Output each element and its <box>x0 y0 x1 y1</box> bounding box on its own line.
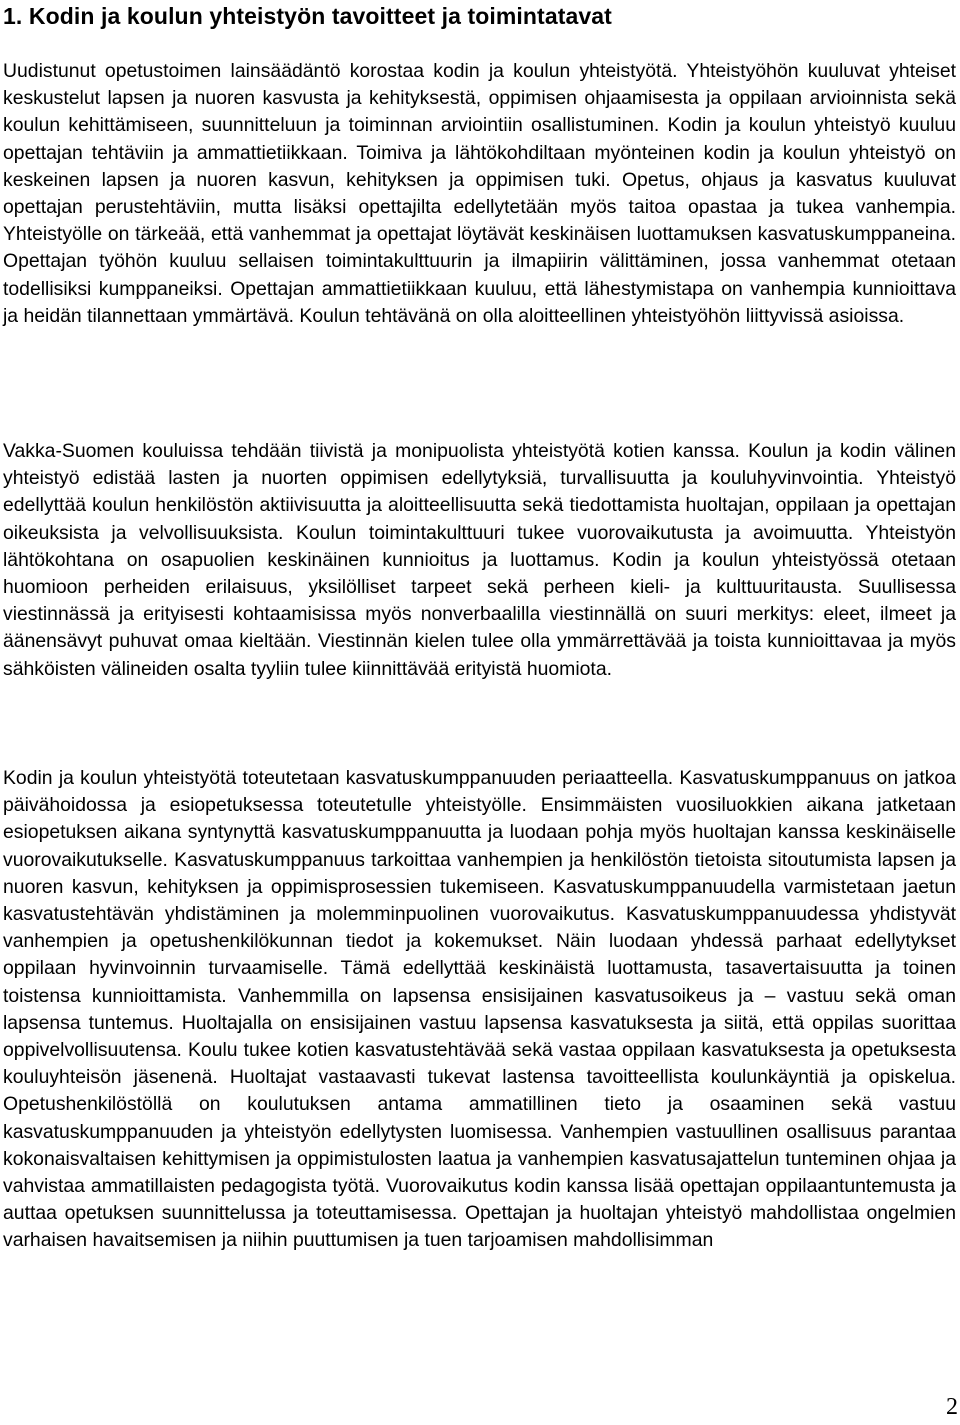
paragraph-2: Vakka-Suomen kouluissa tehdään tiivistä ja monipuolista yhteistyötä kotien kanssa. Koulun ja kodin välinen yhteistyö edistää lasten ja nuorten oppimisen edellytyksiä, turvallisuutta ja kouluhyvinvointia. Yhteistyö edellyttää koulun henkilöstön aktiivisuutta ja aloitteellisuutta sekä tiedottamista huoltajan, oppilaan ja opettajan oikeuksista ja velvollisuuksista. Koulun toimintakulttuuri tukee vuorovaikutusta ja avoimuutta. Yhteistyön lähtökohtana on osapuolien keskinäinen kunnioitus ja luottamus. Kodin ja koulun yhteistyössä otetaan huomioon perheiden erilaisuus, yksilölliset tarpeet sekä perheen kieli- ja kulttuuritausta. Suullisessa viestinnässä ja erityisesti kohtaamisissa myös nonverbaalilla viestinnällä on suuri merkitys: eleet, ilmeet ja äänensävyt puhuvat omaa kieltään. Viestinnän kielen tulee olla ymmärrettävää ja toista kunnioittavaa ja myös sähköisten välineiden osalta tyyliin tulee kiinnittävää erityistä huomiota. <box>3 440 956 680</box>
paragraph-3: Kodin ja koulun yhteistyötä toteutetaan kasvatuskumppanuuden periaatteella. Kasvatuskumppanuus on jatkoa päivähoidossa ja esiopetuksessa toteutetulle yhteistyölle. Ensimmäisten vuosiluokkien aikana jatketaan esiopetuksen aikana syntynyttä kasvatuskumppanuutta ja luodaan pohja myös huoltajan kanssa keskinäiselle vuorovaikutukselle. Kasvatuskumppanuus tarkoittaa vanhempien ja henkilöstön tietoista sitoutumista lapsen ja nuoren kasvun, kehityksen ja oppimisprosessien tukemiseen. Kasvatuskumppanuudella varmistetaan jaetun kasvatustehtävän yhdistäminen ja molemminpuolinen vuorovaikutus. Kasvatuskumppanuudessa yhdistyvät vanhempien ja opetushenkilökunnan tiedot ja kokemukset. Näin luodaan yhdessä parhaat edellytykset oppilaan hyvinvoinnin turvaamiselle. Tämä edellyttää keskinäistä luottamusta, tasavertaisuutta ja toinen toistensa kunnioittamista. Vanhemmilla on lapsensa ensisijainen kasvatusoikeus ja – vastuu sekä oman lapsensa tuntemus. Huoltajalla on ensisijainen vastuu lapsensa kasvatuksesta ja siitä, että oppilas suorittaa oppivelvollisuutensa. Koulu tukee kotien kasvatustehtävää sekä vastaa oppilaan kasvatuksesta ja opetuksesta kouluyhteisön jäsenenä. Huoltajat vastaavasti tukevat lastensa tavoitteellista koulunkäyntiä ja opiskelua. Opetushenkilöstöllä on koulutuksen antama ammatillinen tieto ja osaaminen sekä vastuu kasvatuskumppanuuden ja yhteistyön edellytysten luomisessa. Vanhempien vastuullinen osallisuus parantaa kokonaisvaltaisen kehittymisen ja oppimistulosten laatua ja vanhempien kasvatusajattelun tunteminen ohjaa ja vahvistaa ammatillaisten pedagogista työtä. Vuorovaikutus kodin kanssa lisää opettajan oppilaantuntemusta ja auttaa opetuksen suunnittelussa ja toteuttamisessa. Opettajan ja huoltajan yhteistyö mahdollistaa ongelmien varhaisen havaitsemisen ja niihin puuttumisen ja tuen tarjoamisen mahdollisimman <box>3 767 956 1252</box>
paragraph-1: Uudistunut opetustoimen lainsäädäntö korostaa kodin ja koulun yhteistyötä. Yhteistyöhön kuuluvat yhteiset keskustelut lapsen ja nuoren kasvusta ja kehityksestä, oppimisen ohjaamisesta ja oppilaan arvioinnista sekä koulun kehittämiseen, suunnitteluun ja toiminnan arviointiin osallistuminen. Kodin ja koulun yhteistyö kuuluu opettajan tehtäviin ja ammattietiikkaan. Toimiva ja lähtökohdiltaan myönteinen kodin ja koulun yhteistyö on keskeinen lapsen ja nuoren kasvun, kehityksen ja oppimisen tuki. Opetus, ohjaus ja kasvatus kuuluvat opettajan perustehtäviin, mutta lisäksi opettajilta edellytetään myös taitoa opastaa ja tukea vanhempia. Yhteistyölle on tärkeää, että vanhemmat ja opettajat löytävät keskinäisen luottamuksen kasvatuskumppaneina. Opettajan työhön kuuluu sellaisen toimintakulttuurin ja ilmapiirin välittäminen, jossa vanhemmat otetaan todellisiksi kumppaneiksi. Opettajan ammattietiikkaan kuuluu, että lähestymistapa on vanhempia kunnioittava ja heidän tilannettaan ymmärtävä. Koulun tehtävänä on olla aloitteellinen yhteistyöhön liittyvissä asioissa. <box>3 60 956 327</box>
document-page <box>3 0 956 1252</box>
page-number: 2 <box>946 1394 958 1420</box>
section-heading: 1. Kodin ja koulun yhteistyön tavoitteet ja toimintatavat <box>3 3 612 29</box>
